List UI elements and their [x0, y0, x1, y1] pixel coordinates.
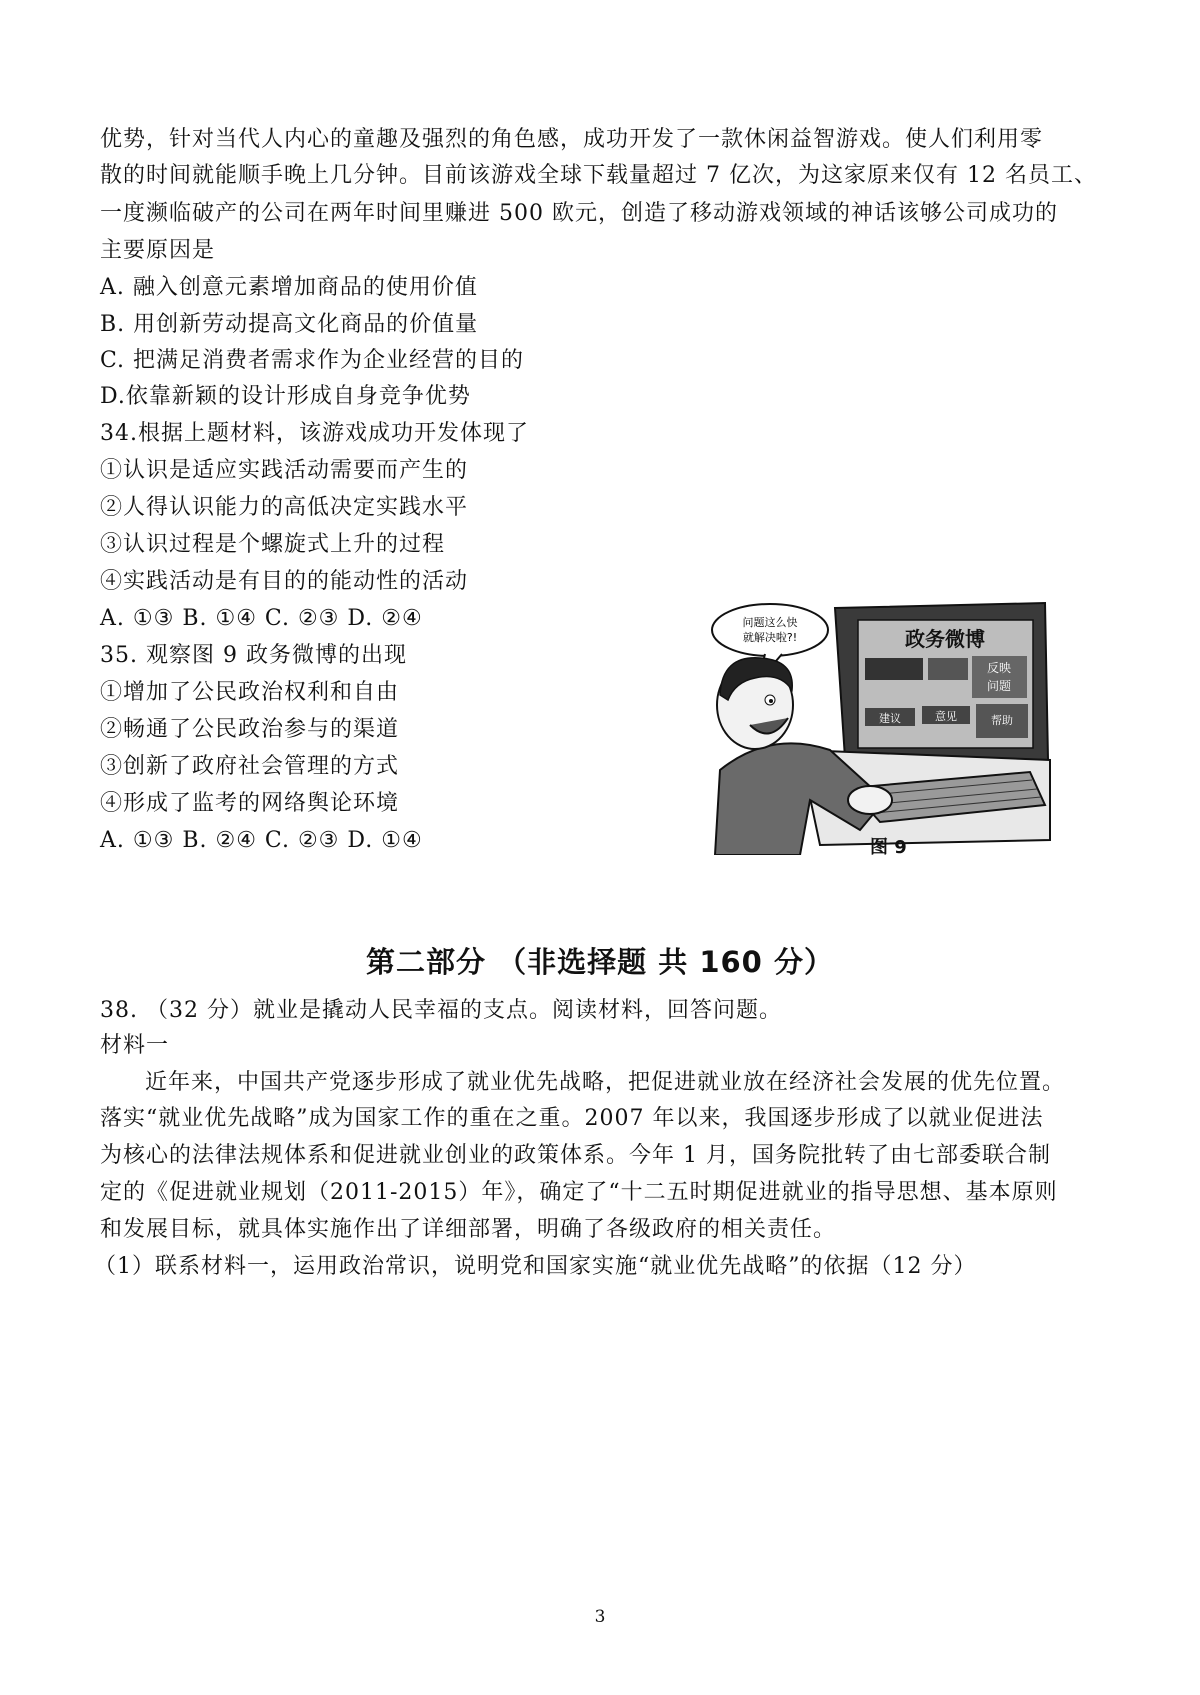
q38-stem: 38. （32 分）就业是撬动人民幸福的支点。阅读材料，回答问题。: [100, 998, 782, 1023]
q38-material-line-2: 落实“就业优先战略”成为国家工作的重在之重。2007 年以来，我国逐步形成了以就业促进法: [100, 1106, 1044, 1131]
speech-line-2: 就解决啦?!: [742, 631, 798, 644]
q35-item-3: ③创新了政府社会管理的方式: [100, 754, 400, 779]
q38-material-line-5: 和发展目标，就具体实施作出了详细部署，明确了各级政府的相关责任。: [100, 1217, 837, 1242]
q33-option-c: C. 把满足消费者需求作为企业经营的目的: [100, 348, 525, 373]
q33-stem-line-2: 散的时间就能顺手晚上几分钟。目前该游戏全球下载量超过 7 亿次，为这家原来仅有 12 名员工、: [100, 163, 1097, 188]
q33-stem-line-1: 优势，针对当代人内心的童趣及强烈的角色感，成功开发了一款休闲益智游戏。使人们利用零: [100, 127, 1044, 152]
q34-item-2: ②人得认识能力的高低决定实践水平: [100, 495, 469, 520]
q33-stem-line-3: 一度濒临破产的公司在两年时间里赚进 500 欧元，创造了移动游戏领域的神话该够公司成功的: [100, 201, 1058, 226]
q35-item-4: ④形成了监考的网络舆论环境: [100, 791, 400, 816]
q34-answers: A. ①③ B. ①④ C. ②③ D. ②④: [100, 606, 423, 631]
speech-line-1: 问题这么快: [742, 616, 798, 629]
figure-caption: 图 9: [870, 837, 907, 858]
page-number: 3: [594, 1607, 606, 1627]
figure-9-cartoon: [710, 600, 1055, 855]
screen-title: 政务微博: [905, 627, 985, 651]
screen-cell-4: 意见: [935, 710, 957, 723]
q38-material-line-1: 近年来，中国共产党逐步形成了就业优先战略，把促进就业放在经济社会发展的优先位置。: [145, 1070, 1066, 1095]
q35-answers: A. ①③ B. ②④ C. ②③ D. ①④: [100, 828, 423, 853]
q38-material-line-4: 定的《促进就业规划（2011-2015）年》，确定了“十二五时期促进就业的指导思想、基本原则: [100, 1180, 1058, 1205]
q33-option-a: A. 融入创意元素增加商品的使用价值: [100, 275, 478, 300]
screen-cell-2: 问题: [986, 679, 1012, 693]
q34-item-4: ④实践活动是有目的的能动性的活动: [100, 569, 469, 594]
q35-item-1: ①增加了公民政治权利和自由: [100, 680, 400, 705]
q34-item-3: ③认识过程是个螺旋式上升的过程: [100, 532, 446, 557]
q34-stem: 34.根据上题材料，该游戏成功开发体现了: [100, 421, 529, 446]
q33-option-b: B. 用创新劳动提高文化商品的价值量: [100, 312, 479, 337]
q33-stem-line-4: 主要原因是: [100, 238, 216, 263]
q35-stem: 35. 观察图 9 政务微博的出现: [100, 643, 407, 668]
q38-material-label: 材料一: [100, 1033, 170, 1058]
section-title: 第二部分 （非选择题 共 160 分）: [366, 945, 834, 979]
q34-item-1: ①认识是适应实践活动需要而产生的: [100, 458, 469, 483]
screen-cell-5: 帮助: [991, 714, 1013, 727]
screen-cell-1: 反映: [986, 661, 1012, 675]
speech-bubble: [712, 604, 828, 656]
q38-subquestion-1: （1）联系材料一，运用政治常识，说明党和国家实施“就业优先战略”的依据（12 分）: [94, 1254, 977, 1279]
q35-item-2: ②畅通了公民政治参与的渠道: [100, 717, 400, 742]
q33-option-d: D.依靠新颖的设计形成自身竞争优势: [100, 384, 471, 409]
screen-cell-3: 建议: [879, 712, 901, 725]
q38-material-line-3: 为核心的法律法规体系和促进就业创业的政策体系。今年 1 月，国务院批转了由七部委联合制: [100, 1143, 1051, 1168]
